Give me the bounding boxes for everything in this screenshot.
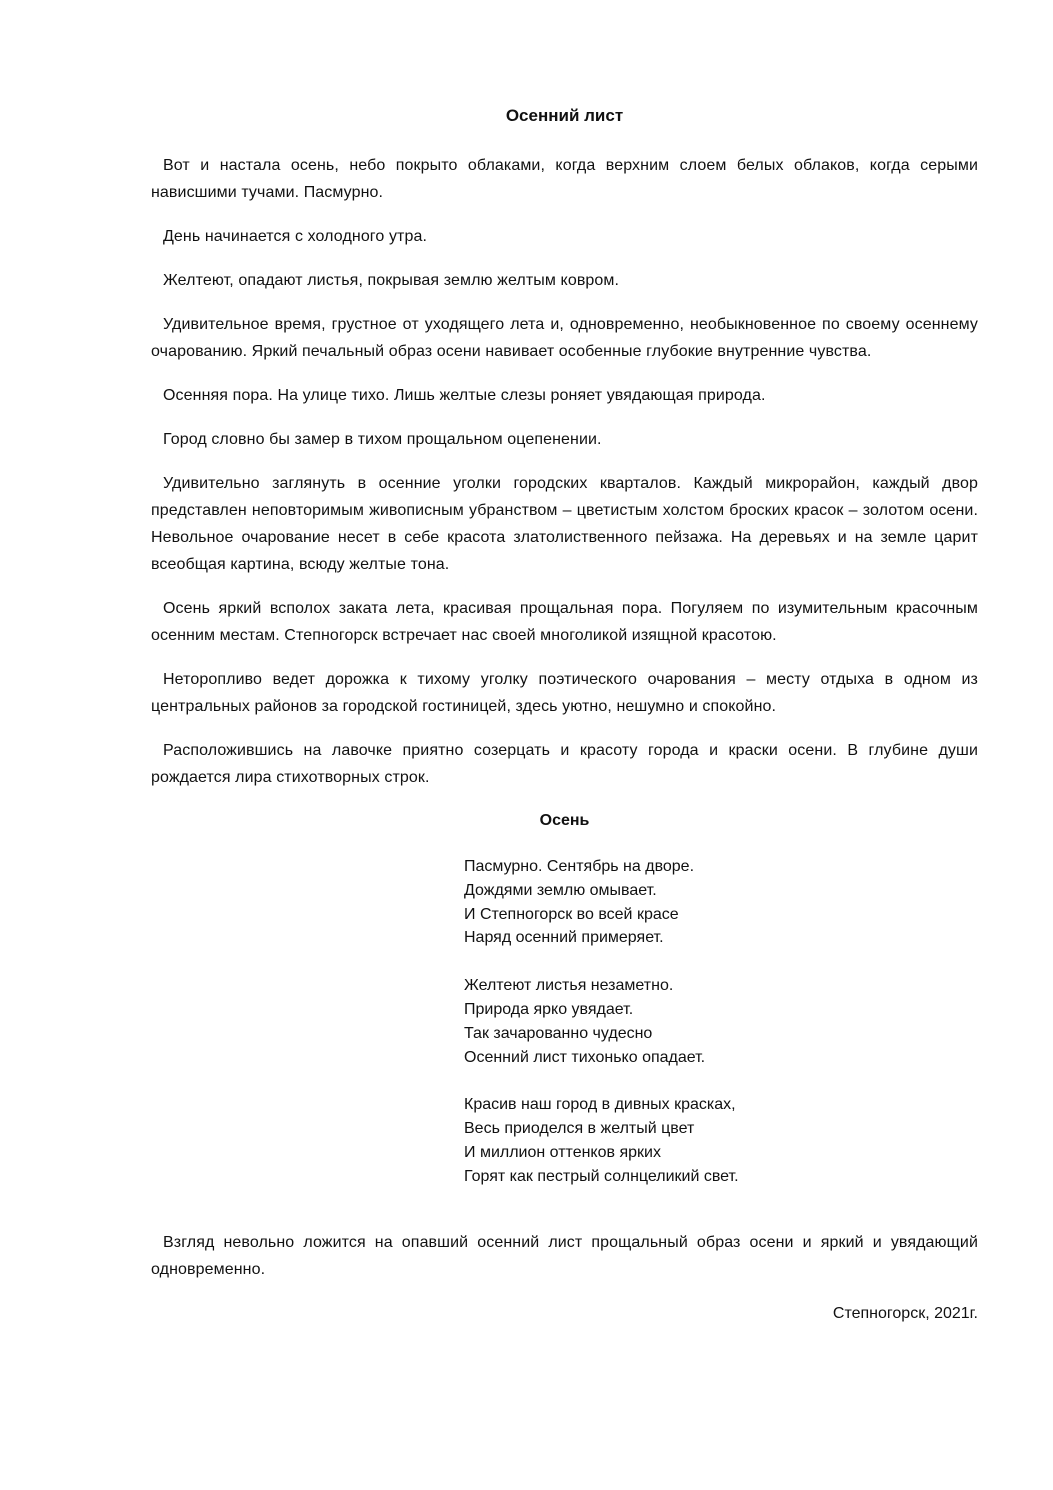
poem — [464, 855, 884, 1189]
poem-line: И Степногорск во всей красе — [464, 905, 679, 923]
paragraph-1: Вот и настала осень, небо покрыто облаками, когда верхним слоем белых облаков, когда серыми нависшими тучами. Пасмурно. — [151, 157, 978, 201]
paragraph-10: Расположившись на лавочке приятно созерцать и красоту города и краски осени. В глубине души рождается лира стихотворных строк. — [151, 742, 978, 786]
poem-line: Наряд осенний примеряет. — [464, 929, 664, 947]
paragraph-6: Город словно бы замер в тихом прощальном оцепенении. — [163, 431, 602, 448]
poem-line: Пасмурно. Сентябрь на дворе. — [464, 858, 695, 875]
paragraph-5: Осенняя пора. На улице тихо. Лишь желтые слезы роняет увядающая природа. — [163, 387, 766, 404]
poem-line: Дождями землю омывает. — [464, 881, 657, 899]
signature: Степногорск, 2021г. — [832, 1304, 978, 1322]
paragraph-3: Желтеют, опадают листья, покрывая землю желтым ковром. — [163, 272, 620, 289]
poem-line: Так зачарованно чудесно — [464, 1024, 653, 1042]
paragraph-7: Удивительно заглянуть в осенние уголки городских кварталов. Каждый микрорайон, каждый двор представлен неповторимым живописным убранством – цветистым холстом броских красок – золотом осени. Невольное очарование несет в себе красота златолиственного пейзажа. На деревьях и на земле царит всеобщая картина, всюду желтые тона. — [151, 475, 978, 573]
poem-stanza-2 — [464, 974, 884, 1069]
paragraph-9: Неторопливо ведет дорожка к тихому уголку поэтического очарования – месту отдыха в одном из центральных районов за городской гостиницей, здесь уютно, нешумно и спокойно. — [151, 671, 978, 715]
document-title: Осенний лист — [505, 106, 624, 125]
document-body — [151, 100, 978, 1327]
closing-paragraph: Взгляд невольно ложится на опавший осенний лист прощальный образ осени и яркий и увядающий одновременно. — [151, 1233, 978, 1278]
poem-stanza-1 — [464, 855, 884, 950]
poem-line: Красив наш город в дивных красках, — [464, 1096, 736, 1114]
poem-line: Осенний лист тихонько опадает. — [464, 1048, 706, 1066]
paragraph-8: Осень яркий всполох заката лета, красивая прощальная пора. Погуляем по изумительным красочным осенним местам. Степногорск встречает нас своей многоликой изящной красотою. — [151, 600, 978, 644]
poem-line: Желтеют листья незаметно. — [464, 977, 674, 995]
paragraph-2: День начинается с холодного утра. — [163, 228, 428, 245]
poem-stanza-3 — [464, 1093, 884, 1188]
poem-title: Осень — [539, 812, 590, 829]
poem-line: Природа ярко увядает. — [464, 1000, 634, 1018]
poem-line: Весь приоделся в желтый цвет — [464, 1120, 695, 1138]
paragraph-4: Удивительное время, грустное от уходящего лета и, одновременно, необыкновенное по своему осеннему очарованию. Яркий печальный образ осени навивает особенные глубокие внутренние чувства. — [151, 316, 978, 360]
poem-line: И миллион оттенков ярких — [464, 1143, 661, 1161]
poem-line: Горят как пестрый солнцеликий свет. — [464, 1167, 739, 1185]
